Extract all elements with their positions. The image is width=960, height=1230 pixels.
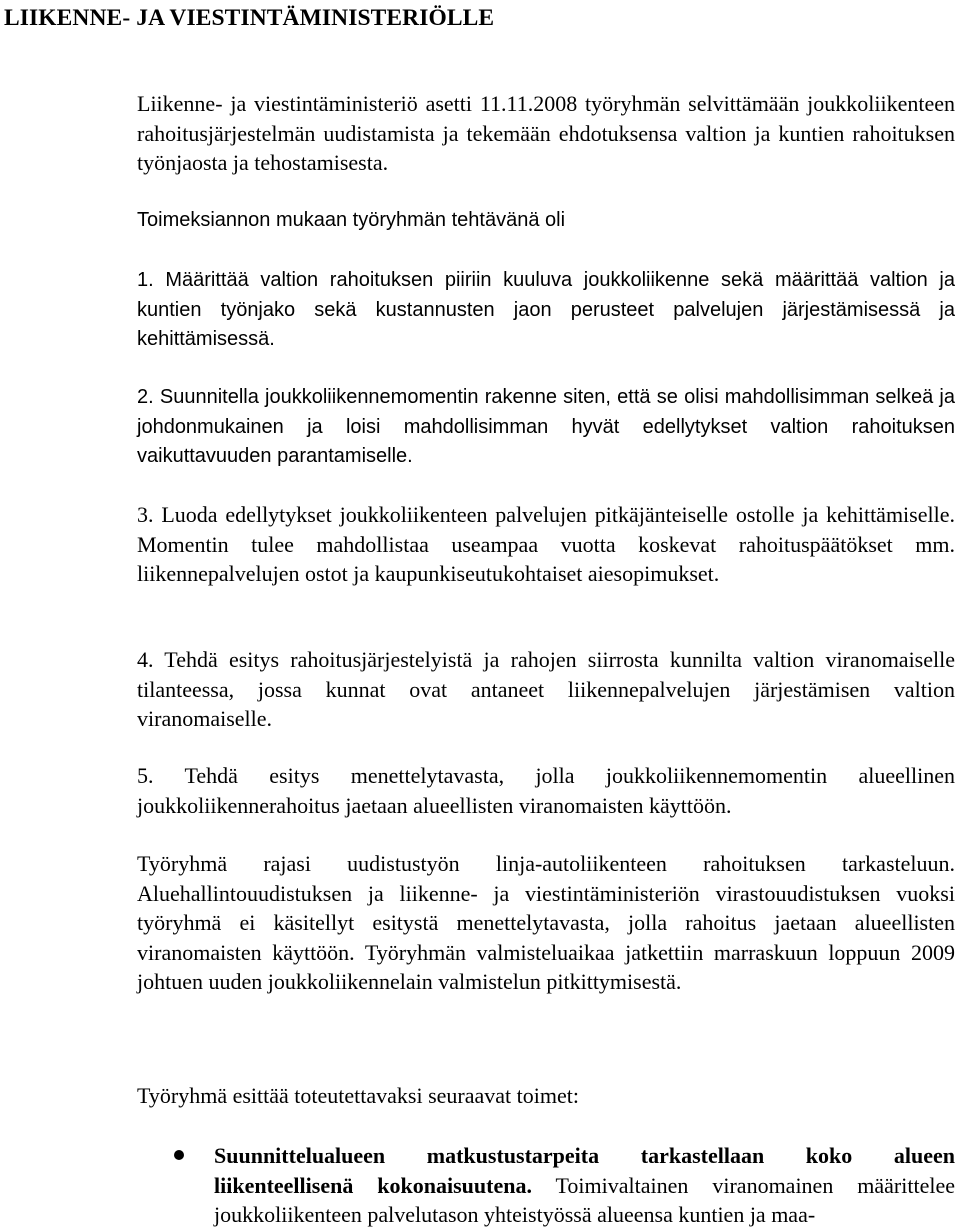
task-text: 3. Luoda edellytykset joukkoliikenteen palvelujen pitkäjänteiselle ostolle ja kehittämiselle. Momentin tulee mahdollistaa useampaa vuotta koskevat rahoituspäätökset mm. liikennepalvelujen ostot ja kaupunkiseutukohtaiset aiesopimukset. [137, 502, 955, 586]
task-text: 4. Tehdä esitys rahoitusjärjestelyistä ja rahojen siirrosta kunnilta valtion viranomaiselle tilanteessa, jossa kunnat ovat antaneet liikennepalvelujen järjestämisen valtion viranomaiselle. [137, 647, 955, 731]
proposal-body-text: Toimivaltainen viranomainen määrittelee joukkoliikenteen palvelutason yhteistyössä alueensa kuntien ja maa- [214, 1172, 955, 1227]
task-intro-paragraph [137, 206, 955, 236]
bullet-icon [174, 1150, 184, 1160]
intro-paragraph [137, 89, 955, 178]
limitation-paragraph [137, 849, 955, 997]
page-title: LIIKENNE- JA VIESTINTÄMINISTERIÖLLE [4, 5, 495, 31]
task-text: 2. Suunnitella joukkoliikennemomentin rakenne siten, että se olisi mahdollisimman selkeä ja johdonmukainen ja loisi mahdollisimman hyvät edellytykset valtion rahoituksen vaikuttavuuden parantamiselle. [137, 386, 955, 467]
task-intro-text: Toimeksiannon mukaan työryhmän tehtävänä oli [137, 209, 566, 231]
task-item-3 [137, 500, 955, 589]
proposal-bold-text: Suunnittelualueen matkustustarpeita tarkastellaan koko alueen liikenteellisenä kokonaisuutena. [214, 1143, 955, 1198]
task-item-5 [137, 761, 955, 820]
task-text: 1. Määrittää valtion rahoituksen piiriin kuuluva joukkoliikenne sekä määrittää valtion ja kuntien työnjako sekä kustannusten jaon perusteet palvelujen järjestämisessä ja kehittämisessä. [137, 269, 955, 350]
task-text: 5. Tehdä esitys menettelytavasta, jolla joukkoliikennemomentin alueellinen joukkoliikennerahoitus jaetaan alueellisten viranomaisten käyttöön. [137, 763, 955, 818]
task-item-4 [137, 645, 955, 734]
proposal-text [214, 1141, 955, 1230]
limitation-text: Työryhmä rajasi uudistustyön linja-autoliikenteen rahoituksen tarkasteluun. Aluehallintouudistuksen ja liikenne- ja viestintäministeriön virastouudistuksen vuoksi työryhmä ei käsitellyt esitystä menettelytavasta, jolla rahoitus jaetaan alueellisten viranomaisten käyttöön. Työryhmän valmisteluaikaa jatkettiin marraskuun loppuun 2009 johtuen uuden joukkoliikennelain valmistelun pitkittymisestä. [137, 851, 955, 994]
task-item-2 [137, 383, 955, 472]
task-item-1 [137, 266, 955, 355]
proposals-intro-paragraph [137, 1081, 955, 1111]
proposals-intro-text: Työryhmä esittää toteutettavaksi seuraavat toimet: [137, 1083, 579, 1108]
intro-text: Liikenne- ja viestintäministeriö asetti 11.11.2008 työryhmän selvittämään joukkoliikenteen rahoitusjärjestelmän uudistamista ja tekemään ehdotuksensa valtion ja kuntien rahoituksen työnjaosta ja tehostamisesta. [137, 91, 955, 175]
